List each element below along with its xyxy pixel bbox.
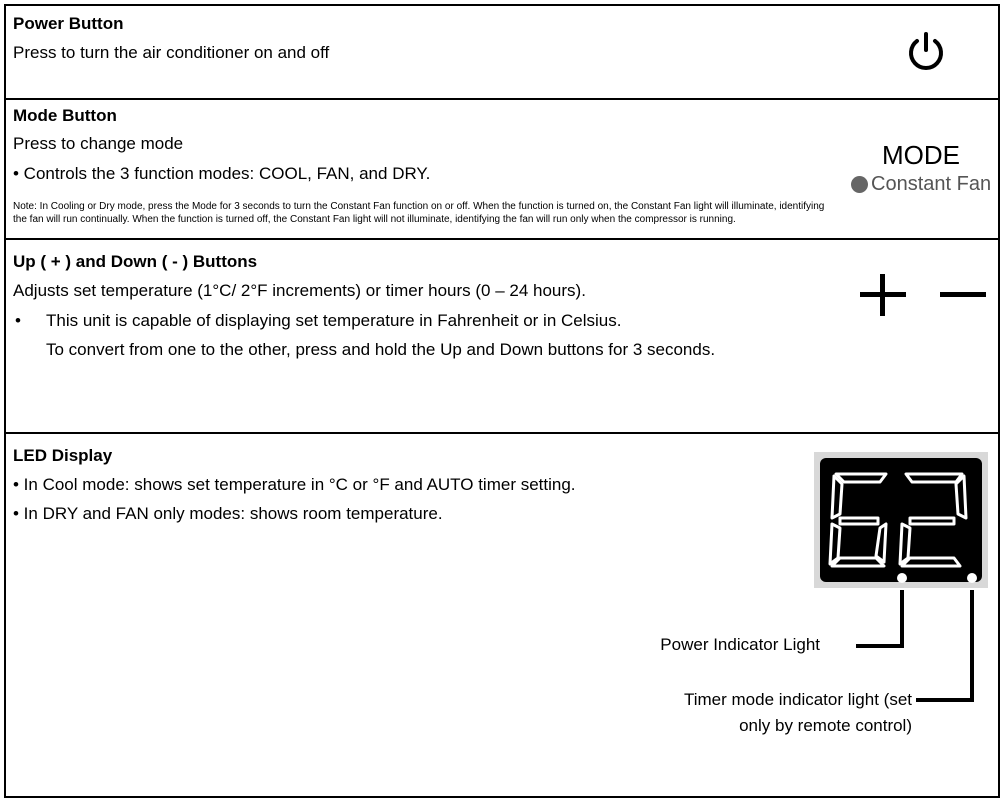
mode-note-line-2: the fan will run continually. When the function is turned off, the Constant Fan light will not illuminate, identifying the fan will run only when the compressor is running. (13, 214, 736, 225)
manual-panel (4, 4, 1000, 798)
indicator-leader-lines (846, 584, 986, 704)
power-icon (904, 30, 948, 74)
led-bullet-1: • In Cool mode: shows set temperature in °C or °F and AUTO timer setting. (13, 475, 576, 494)
mode-note-line-1: Note: In Cooling or Dry mode, press the Mode for 3 seconds to turn the Constant Fan function on or off. When the function is turned on, the Constant Fan light will illuminate, identifying (13, 201, 825, 212)
led-section (6, 434, 998, 798)
constant-fan-label: Constant Fan (871, 173, 992, 195)
led-bullet-2: • In DRY and FAN only modes: shows room temperature. (13, 504, 443, 523)
mode-description: Press to change mode (13, 134, 184, 153)
updown-description: Adjusts set temperature (1°C/ 2°F increments) or timer hours (0 – 24 hours). (13, 281, 586, 300)
power-indicator-label: Power Indicator Light (660, 635, 820, 654)
updown-title: Up ( + ) and Down ( - ) Buttons (13, 252, 258, 271)
plus-icon (860, 274, 906, 316)
led-title: LED Display (13, 446, 113, 465)
led-display-icon (814, 452, 988, 588)
updown-bullet-line-1: This unit is capable of displaying set temperature in Fahrenheit or in Celsius. (46, 311, 622, 330)
constant-fan-indicator (851, 173, 991, 196)
power-section (6, 6, 998, 98)
mode-title: Mode Button (13, 106, 117, 125)
mode-bullet: • Controls the 3 function modes: COOL, FAN, and DRY. (13, 164, 431, 183)
updown-bullet-marker: • (15, 311, 21, 330)
minus-icon (940, 274, 986, 316)
timer-indicator-label-line-1: Timer mode indicator light (set (683, 690, 912, 709)
updown-bullet-line-2: To convert from one to the other, press and hold the Up and Down buttons for 3 seconds. (46, 340, 716, 359)
power-title: Power Button (13, 14, 124, 33)
constant-fan-dot-icon (851, 176, 868, 193)
power-description: Press to turn the air conditioner on and off (13, 43, 330, 62)
timer-indicator-label-line-2: only by remote control) (739, 716, 912, 735)
mode-section (6, 100, 998, 238)
updown-section (6, 240, 998, 432)
mode-label: MODE (882, 140, 960, 170)
